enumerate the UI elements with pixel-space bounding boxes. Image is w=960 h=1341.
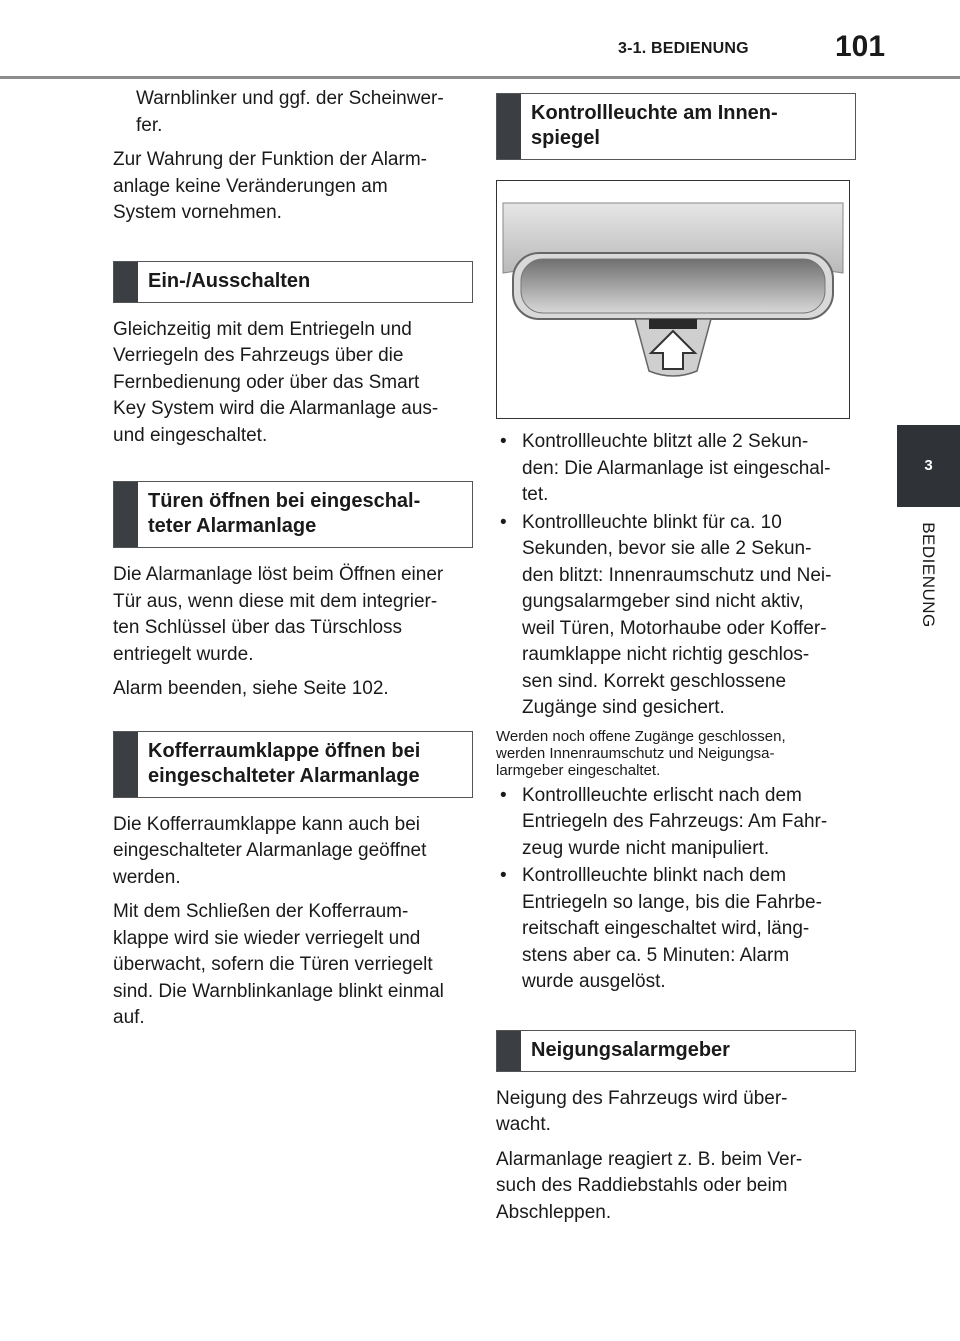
intro-note: Zur Wahrung der Funktion der Alarm- anlage keine Veränderungen am System vornehmen. [113, 149, 427, 223]
section-body: Mit dem Schließen der Kofferraum- klappe wird sie wieder verriegelt und überwacht, sofern die Türen verriegelt sind. Die Warnblinkanlage blinkt einmal auf. [113, 901, 444, 1028]
chapter-side-label: BEDIENUNG [919, 522, 938, 628]
heading-text: Türen öffnen bei eingeschal- teter Alarmanlage [148, 490, 421, 537]
heading-bar [114, 482, 138, 547]
list-item: • Kontrollleuchte erlischt nach dem Entriegeln des Fahrzeugs: Am Fahr- zeug wurde nicht manipuliert. [500, 784, 828, 859]
section-heading-tueren-oeffnen [113, 481, 473, 548]
section-body: Alarmanlage reagiert z. B. beim Ver- such des Raddiebstahls oder beim Abschleppen. [496, 1148, 803, 1223]
indicator-bullet-list-2 [496, 783, 856, 996]
heading-bar [497, 94, 521, 159]
section-body: Gleichzeitig mit dem Entriegeln und Verriegeln des Fahrzeugs über die Fernbedienung oder über das Smart Key System wird die Alarmanlage aus- und eingeschaltet. [113, 318, 439, 446]
indicator-bullet-list [496, 429, 856, 722]
page-number: 101 [835, 30, 886, 63]
heading-bar [497, 1031, 521, 1071]
section-body: Die Alarmanlage löst beim Öffnen einer Tür aus, wenn diese mit dem integrier- ten Schlüssel über das Türschloss entriegelt wurde. [113, 564, 444, 665]
section-heading-kofferraumklappe [113, 731, 473, 798]
mirror-drawing [497, 181, 849, 418]
section-heading-ein-ausschalten [113, 261, 473, 303]
section-heading-kontrollleuchte [496, 93, 856, 160]
intro-continuation: Warnblinker und ggf. der Scheinwer- fer. [136, 88, 444, 136]
small-note: Werden noch offene Zugänge geschlossen, werden Innenraumschutz und Neigungsa- larmgeber eingeschaltet. [496, 727, 786, 779]
rearview-mirror-illustration [496, 180, 850, 419]
section-title: 3-1. BEDIENUNG [618, 40, 749, 57]
heading-bar [114, 262, 138, 302]
section-heading-neigungsalarmgeber [496, 1030, 856, 1072]
heading-text: Kontrollleuchte am Innen- spiegel [531, 102, 778, 149]
list-item: • Kontrollleuchte blinkt für ca. 10 Sekunden, bevor sie alle 2 Sekun- den blitzt: Innenraumschutz und Nei- gungsalarmgeber sind nicht aktiv, weil Türen, Motorhaube oder Koffer- raumklappe nicht richtig geschlos- sen sind. Korrekt geschlossene Zugänge sind gesichert. [500, 511, 832, 718]
heading-text: Ein-/Ausschalten [148, 269, 311, 292]
list-item: • Kontrollleuchte blinkt nach dem Entriegeln so lange, bis die Fahrbe- reitschaft eingeschaltet wird, läng- stens aber ca. 5 Minuten: Alarm wurde ausgelöst. [500, 865, 822, 992]
heading-text: Kofferraumklappe öffnen bei eingeschalteter Alarmanlage [148, 739, 421, 787]
heading-text: Neigungsalarmgeber [531, 1038, 730, 1061]
header-rule [0, 76, 960, 79]
section-body: Die Kofferraumklappe kann auch bei eingeschalteter Alarmanlage geöffnet werden. [113, 813, 427, 888]
list-item: • Kontrollleuchte blitzt alle 2 Sekun- den: Die Alarmanlage ist eingeschal- tet. [500, 431, 831, 505]
left-column [113, 86, 473, 1040]
section-body: Neigung des Fahrzeugs wird über- wacht. [496, 1087, 788, 1135]
section-body-reference: Alarm beenden, siehe Seite 102. [113, 678, 389, 699]
right-column [496, 93, 856, 1234]
chapter-tab: 3 [897, 425, 960, 507]
heading-bar [114, 732, 138, 797]
